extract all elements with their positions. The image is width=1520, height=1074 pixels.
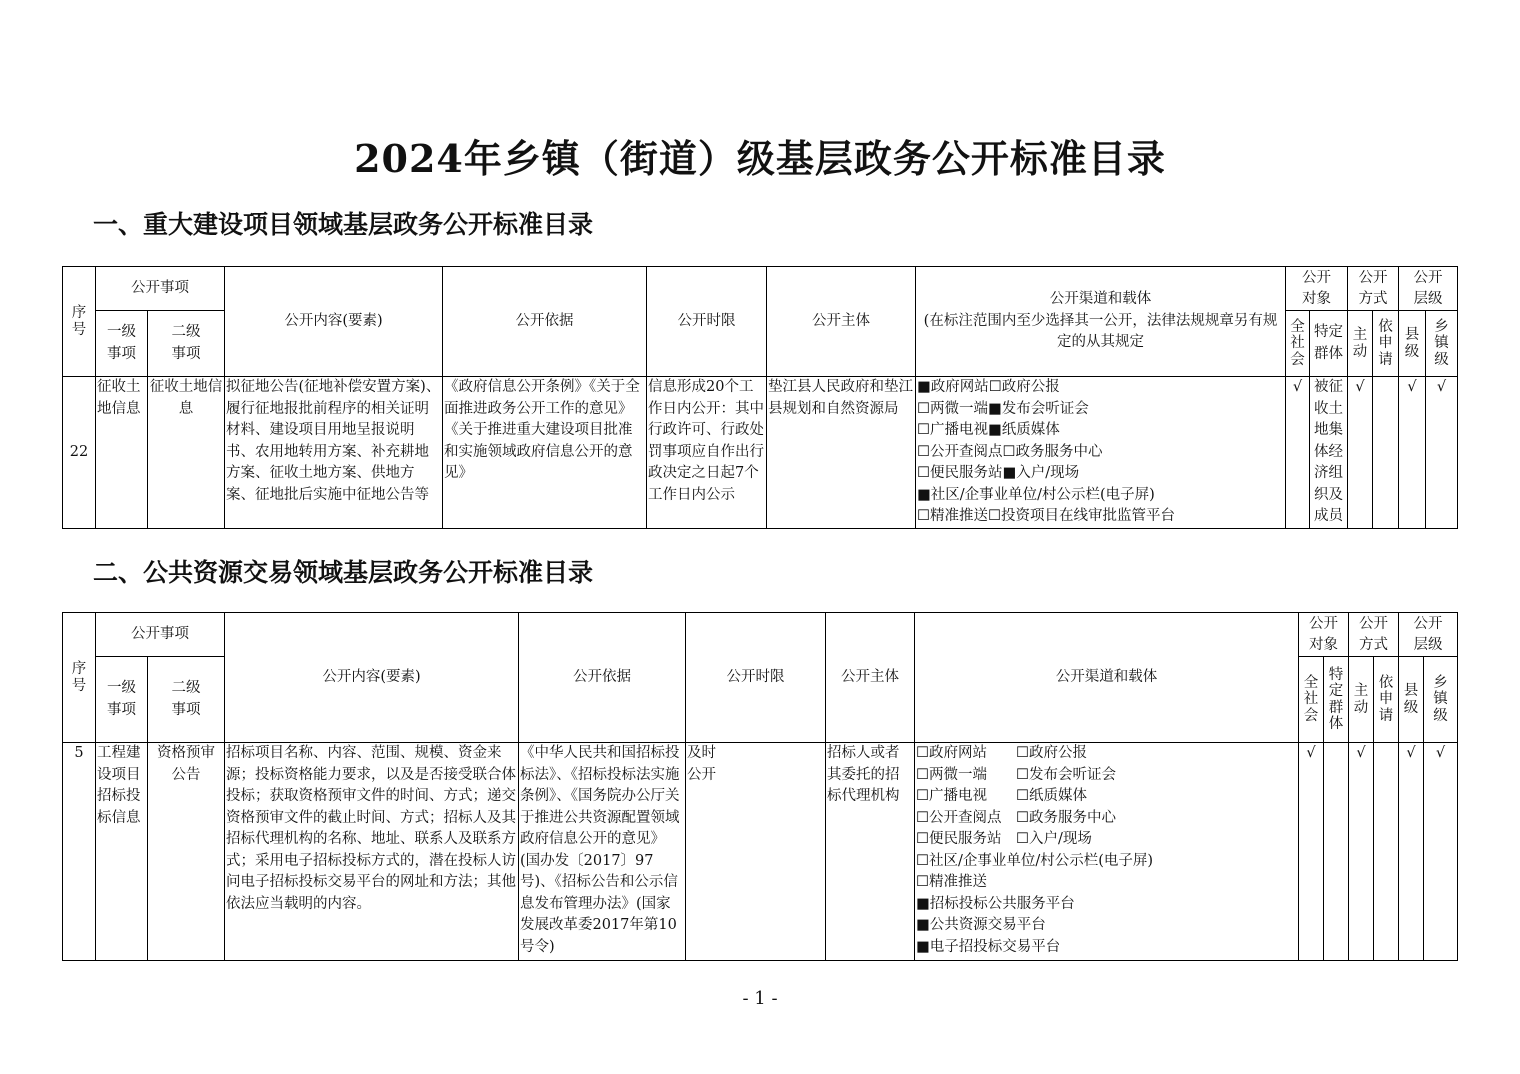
row-content: 招标项目名称、内容、范围、规模、资金来源；投标资格能力要求，以及是否接受联合体投标；获取资格预审文件的时间、方式；递交资格预审文件的截止时间、方式；招标人及其招标代理机构的名称、地址、联系人及联系方式；采用电子招标投标方式的，潜在投标人访问电子招标投标交易平台的网址和方法；其他依法应当载明的内容。: [225, 743, 519, 961]
header-target-all: 全社会: [1286, 311, 1310, 377]
header-method: 公开方式: [1348, 267, 1399, 311]
row-basis: 《中华人民共和国招标投标法》、《招标投标法实施条例》、《国务院办公厅关于推进公共资源配置领域政府信息公开的意见》(国办发〔2017〕97号)、《招标公告和公示信息发布管理办法》(国家发展改革委2017年第10号令): [519, 743, 686, 961]
row-level-county: √: [1399, 743, 1424, 961]
row-method-active: √: [1349, 743, 1374, 961]
channel-item: ■社区/企事业单位/村公示栏(电子屏): [917, 486, 1155, 503]
section-heading-2: 二、公共资源交易领域基层政务公开标准目录: [93, 558, 594, 587]
header-level-town: 乡镇级: [1424, 657, 1458, 743]
channel-item: ☐精准推送☐投资项目在线审批监管平台: [917, 508, 1175, 524]
header-level-town: 乡镇级: [1426, 311, 1458, 377]
row-target-spec: [1324, 743, 1349, 961]
header-seq: 序号: [63, 613, 96, 743]
header-channel-title: 公开渠道和载体: [1049, 291, 1152, 308]
channel-item: ☐政府网站 ☐政府公报: [916, 745, 1087, 761]
header-target-spec: 特定群体: [1324, 657, 1349, 743]
channel-item: ☐两微一端 ☐发布会听证会: [916, 766, 1116, 783]
channel-item: ☐广播电视 ☐纸质媒体: [916, 788, 1087, 804]
header-method-apply: 依申请: [1374, 657, 1399, 743]
header-seq: 序号: [63, 267, 96, 377]
row-limit: 及时公开: [686, 743, 826, 961]
header-level-county: 县级: [1399, 311, 1426, 377]
header-subject: 公开主体: [826, 613, 915, 743]
header-limit: 公开时限: [647, 267, 767, 377]
header-channel-note: (在标注范围内至少选择其一公开，法律法规规章另有规定的从其规定: [923, 312, 1278, 351]
row-limit: 信息形成20个工作日内公开：其中行政许可、行政处罚事项应自作出行政决定之日起7个工作日内公示: [647, 377, 767, 529]
row-level1: 征收土地信息: [96, 377, 148, 529]
row-level-county: √: [1399, 377, 1426, 529]
channel-item: ☐社区/企事业单位/村公示栏(电子屏): [916, 852, 1154, 869]
channel-item: ☐便民服务站■入户/现场: [917, 465, 1080, 481]
channel-item: ☐精准推送: [916, 874, 987, 890]
channel-item: ■政府网站☐政府公报: [917, 379, 1060, 395]
header-basis: 公开依据: [443, 267, 647, 377]
catalog-table-2: [62, 612, 1458, 961]
header-method: 公开方式: [1349, 613, 1399, 657]
row-target-spec: 被征收土地集体经济组织及成员: [1310, 377, 1348, 529]
section-heading-1: 一、重大建设项目领域基层政务公开标准目录: [93, 210, 594, 239]
row-level-town: √: [1426, 377, 1458, 529]
header-channel: [916, 267, 1286, 377]
row-target-all: √: [1299, 743, 1324, 961]
header-item: 公开事项: [96, 613, 225, 657]
row-method-apply: [1374, 743, 1399, 961]
header-target: 公开对象: [1299, 613, 1349, 657]
row-channels: [916, 377, 1286, 529]
header-basis: 公开依据: [519, 613, 686, 743]
header-method-active: 主动: [1348, 311, 1373, 377]
page-number: - 1 -: [742, 988, 778, 1009]
row-target-all: √: [1286, 377, 1310, 529]
header-target: 公开对象: [1286, 267, 1348, 311]
channel-item: ■电子招投标交易平台: [916, 938, 1061, 955]
row-method-apply: [1373, 377, 1399, 529]
catalog-table-1: [62, 266, 1458, 529]
header-content: 公开内容(要素): [225, 267, 443, 377]
header-level: 公开层级: [1399, 613, 1458, 657]
row-level2: 资格预审公告: [148, 743, 225, 961]
channel-item: ☐便民服务站 ☐入户/现场: [916, 831, 1092, 847]
row-method-active: √: [1348, 377, 1373, 529]
header-level1: 一级事项: [96, 311, 148, 377]
header-limit: 公开时限: [686, 613, 826, 743]
row-channels: [915, 743, 1299, 961]
row-subject: 招标人或者其委托的招标代理机构: [826, 743, 915, 961]
header-method-apply: 依申请: [1373, 311, 1399, 377]
channel-item: ☐公开查阅点☐政务服务中心: [917, 443, 1103, 460]
header-method-active: 主动: [1349, 657, 1374, 743]
header-item: 公开事项: [96, 267, 225, 311]
header-level: 公开层级: [1399, 267, 1458, 311]
header-level2: 二级事项: [148, 311, 225, 377]
header-level-county: 县级: [1399, 657, 1424, 743]
row-seq: 5: [63, 743, 96, 961]
header-subject: 公开主体: [767, 267, 916, 377]
channel-item: ☐广播电视■纸质媒体: [917, 422, 1060, 438]
row-level-town: √: [1424, 743, 1458, 961]
row-subject: 垫江县人民政府和垫江县规划和自然资源局: [767, 377, 916, 529]
channel-item: ☐两微一端■发布会听证会: [917, 400, 1089, 417]
header-level1: 一级事项: [96, 657, 148, 743]
row-basis: 《政府信息公开条例》《关于全面推进政务公开工作的意见》《关于推进重大建设项目批准和实施领域政府信息公开的意见》: [443, 377, 647, 529]
page-title: 2024年乡镇（街道）级基层政务公开标准目录: [354, 136, 1166, 181]
channel-item: ■公共资源交易平台: [916, 917, 1046, 933]
header-channel: 公开渠道和载体: [915, 613, 1299, 743]
row-level1: 工程建设项目招标投标信息: [96, 743, 148, 961]
row-content: 拟征地公告(征地补偿安置方案)、履行征地报批前程序的相关证明材料、建设项目用地呈报说明书、农用地转用方案、补充耕地方案、征收土地方案、供地方案、征地批后实施中征地公告等: [225, 377, 443, 529]
header-target-all: 全社会: [1299, 657, 1324, 743]
header-content: 公开内容(要素): [225, 613, 519, 743]
channel-item: ■招标投标公共服务平台: [916, 895, 1075, 912]
channel-item: ☐公开查阅点 ☐政务服务中心: [916, 809, 1116, 826]
header-target-spec: 特定群体: [1310, 311, 1348, 377]
row-seq: 22: [63, 377, 96, 529]
row-level2: 征收土地信息: [148, 377, 225, 529]
header-level2: 二级事项: [148, 657, 225, 743]
